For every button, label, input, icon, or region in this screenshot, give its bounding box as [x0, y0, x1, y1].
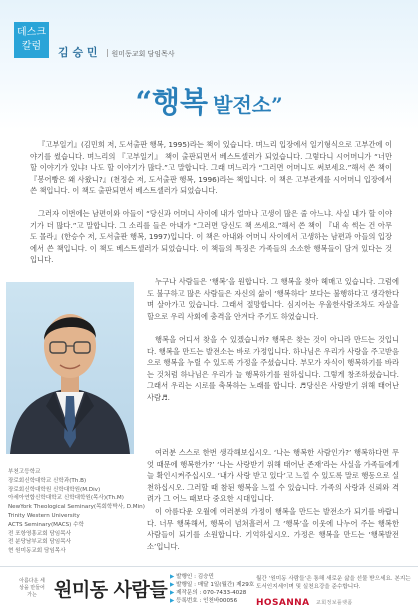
bullet-icon: ▶: [170, 582, 175, 588]
publication-logo: 원미동 사람들: [54, 579, 168, 601]
badge-line-1: 데스크: [17, 27, 46, 38]
bullet-icon: ▶: [170, 598, 175, 604]
registration: 등록번호 : 인천바00056: [176, 598, 238, 604]
bio-line: 전 포항영흥교회 담임목사: [8, 530, 71, 537]
paragraph-6: 이 아름다운 오월에 여러분의 가정이 행복을 만드는 발전소가 되기를 바랍니다. 너무 행복해서, 행복이 넘쳐흘러서 그 ‘행복’을 이웃에 나누어 주는 행복한 사람들이 되기를 소원합니다. 기억하십시오. 가정은 행복을 만드는 ‘행복발전소’입니다.: [147, 507, 399, 551]
bio-line: 부천고등학교: [8, 469, 41, 475]
sponsor-logo: [256, 598, 412, 608]
title-main: “행복: [135, 85, 209, 119]
info-line: [170, 573, 252, 581]
info-line: [170, 581, 255, 589]
bio-line: 아세아연합신학대학교 신학대학원(목사)(Th.M): [8, 495, 124, 502]
paragraph-3: 누구나 사람들은 ‘행복’을 원합니다. 그 행복을 찾아 헤매고 있습니다. 그럼에도 불구하고 많은 사람들은 자신의 삶이 ‘행복하다’ 보다는 불행하다고 생각한다며 살아가고 있습니다. 그래서 절망합니다. 심지어는 우울한사람조차도 자살을 할으로 우리 사회에 충격을 안겨다 주기도 하였습니다.: [147, 277, 399, 321]
sponsor-tagline: 교회정보플랫폼: [316, 600, 353, 606]
publisher: 발행인 : 김승민: [176, 574, 214, 580]
issue-date: 발행일 : 매달 1일(월간) 제29호: [176, 582, 255, 588]
footer: [0, 566, 418, 615]
badge-line-2: 칼럼: [21, 41, 42, 52]
paragraph-4: 행복을 어디서 찾을 수 있겠습니까? 행복은 찾는 것이 아니라 만드는 것입니다. 행복을 만드는 발전소는 바로 가정입니다. 하나님은 우리가 사랑을 주고받음으로 행복을 누릴 수 있도록 가정을 주셨습니다. 부모가 자식이 행복하기를 바라는 것처럼 하나님은 우리가 늘 행복하기를 원하십니다. 그렇게 창조하셨습니다. 그래서 우리는 시로를 축복하는 노래를 합니다. ♬당신은 사랑받기 위해 태어난 사람♬.: [147, 335, 399, 402]
bio-line: NewYork Theological Seminary(목회학박사, D.Min): [8, 504, 145, 511]
publication-info: [170, 573, 255, 605]
author-portrait-image: [6, 282, 134, 454]
bullet-icon: ▶: [170, 574, 175, 580]
sponsor-name: HOSANNA: [256, 598, 310, 608]
bio-line: 전 분당남부교회 담임목사: [8, 539, 71, 546]
column-badge: [14, 22, 49, 58]
bio-line: 장로회신학대학원 신학대학원(M.Div): [8, 486, 101, 493]
bio-line: 장로회신학대학교 신학과(Th.B): [8, 477, 87, 484]
bio-line: ACTS Seminary(MACS) 수학: [8, 521, 84, 528]
footer-tagline: 아름다운 세상을 만들어가는: [19, 578, 45, 598]
bullet-icon: ▶: [170, 590, 175, 596]
info-line: [170, 589, 252, 597]
divider: [107, 49, 108, 57]
paragraph-1: 『고부일기』(김민희 저, 도서출판 행복, 1995)라는 책이 있습니다. 며느리 입장에서 일기형식으로 고부간에 이야기를 썼습니다. 며느리의 『고부일기』 책이 출판되면서 베스트셀러가 되었습니다. 그렇다니 시어머니가 “너만 할 이야기가 있냐! 나도 할 이야기가 많다.”고 말합니다. 그래 며느리가 “그러면 어머니도 써보세요.”해서 쓴 책이 『봉어빵은 왜 사왔니?』(천정순 저, 도서출판 행복, 1996)라는 책입니다. 이 책은 고부관계를 시어머니 입장에서 쓴 책입니다. 이 책도 출판되면서 베스트셀러가 되었습니다.: [30, 140, 392, 196]
footer-blurb: 월간 ‘원미동 사람들’은 통해 새로운 삶을 선물 받으세요. 본지는 도서인지세이며 및 실천요강을 준수합니다.: [256, 576, 411, 590]
paragraph-5: 여러분 스스로 한번 생각해보십시오. ‘나는 행복한 사람인가?’ 행복하다면 무엇 때문에 행복한가?’ ‘나는 사랑받기 위해 태어난 존재’라는 사실을 가족들에게 늘 확인시켜주십시오. ‘내가 사랑 받고 있다’고 느낄 수 있도록 말로 행동으로 실천하십시오. 그러할 때 참된 행복을 느낄 수 있습니다. 가족의 사랑과 신뢰와 격려가 그 어느 때보다 중요한 시대입니다.: [147, 448, 399, 504]
author-photo: [6, 282, 134, 454]
author-name: 김 승 민: [58, 46, 98, 59]
bio-line: Trinity Western University: [8, 512, 80, 519]
bio-line: 현 원미동교회 담임목사: [8, 548, 66, 555]
contact: 제작문의 : 070-7433-4028: [176, 590, 247, 596]
title-sub: 발전소”: [213, 93, 283, 117]
footer-right: [256, 575, 412, 608]
author-bio: [8, 468, 145, 556]
paragraph-2: 그러자 이번에는 남편이와 아들이 “당신과 어머니 사이에 내가 얼마나 고생이 많은 줄 아느냐. 사실 내가 할 이야기가 더 많다.”고 말합니다. 그 소리를 들은 아내가 “그러면 당신도 책 쓰세요.”해서 쓴 책이 『내 속 썩는 건 아무도 몰라』(한승수 저, 도서출판 행복, 1997)입니다. 이 책은 아내와 어머니 사이에서 고생하는 남편과 아들의 입장에서 쓴 책입니다. 이 책도 베스트셀러가 되었습니다. 이 책들의 특징은 가족들의 소소한 행복들이 담겨 있다는 것입니다.: [30, 209, 392, 265]
byline: [58, 44, 175, 60]
author-title: 원미동교회 담임목사: [111, 50, 175, 58]
info-line: [170, 597, 252, 605]
article-title: [0, 80, 418, 121]
